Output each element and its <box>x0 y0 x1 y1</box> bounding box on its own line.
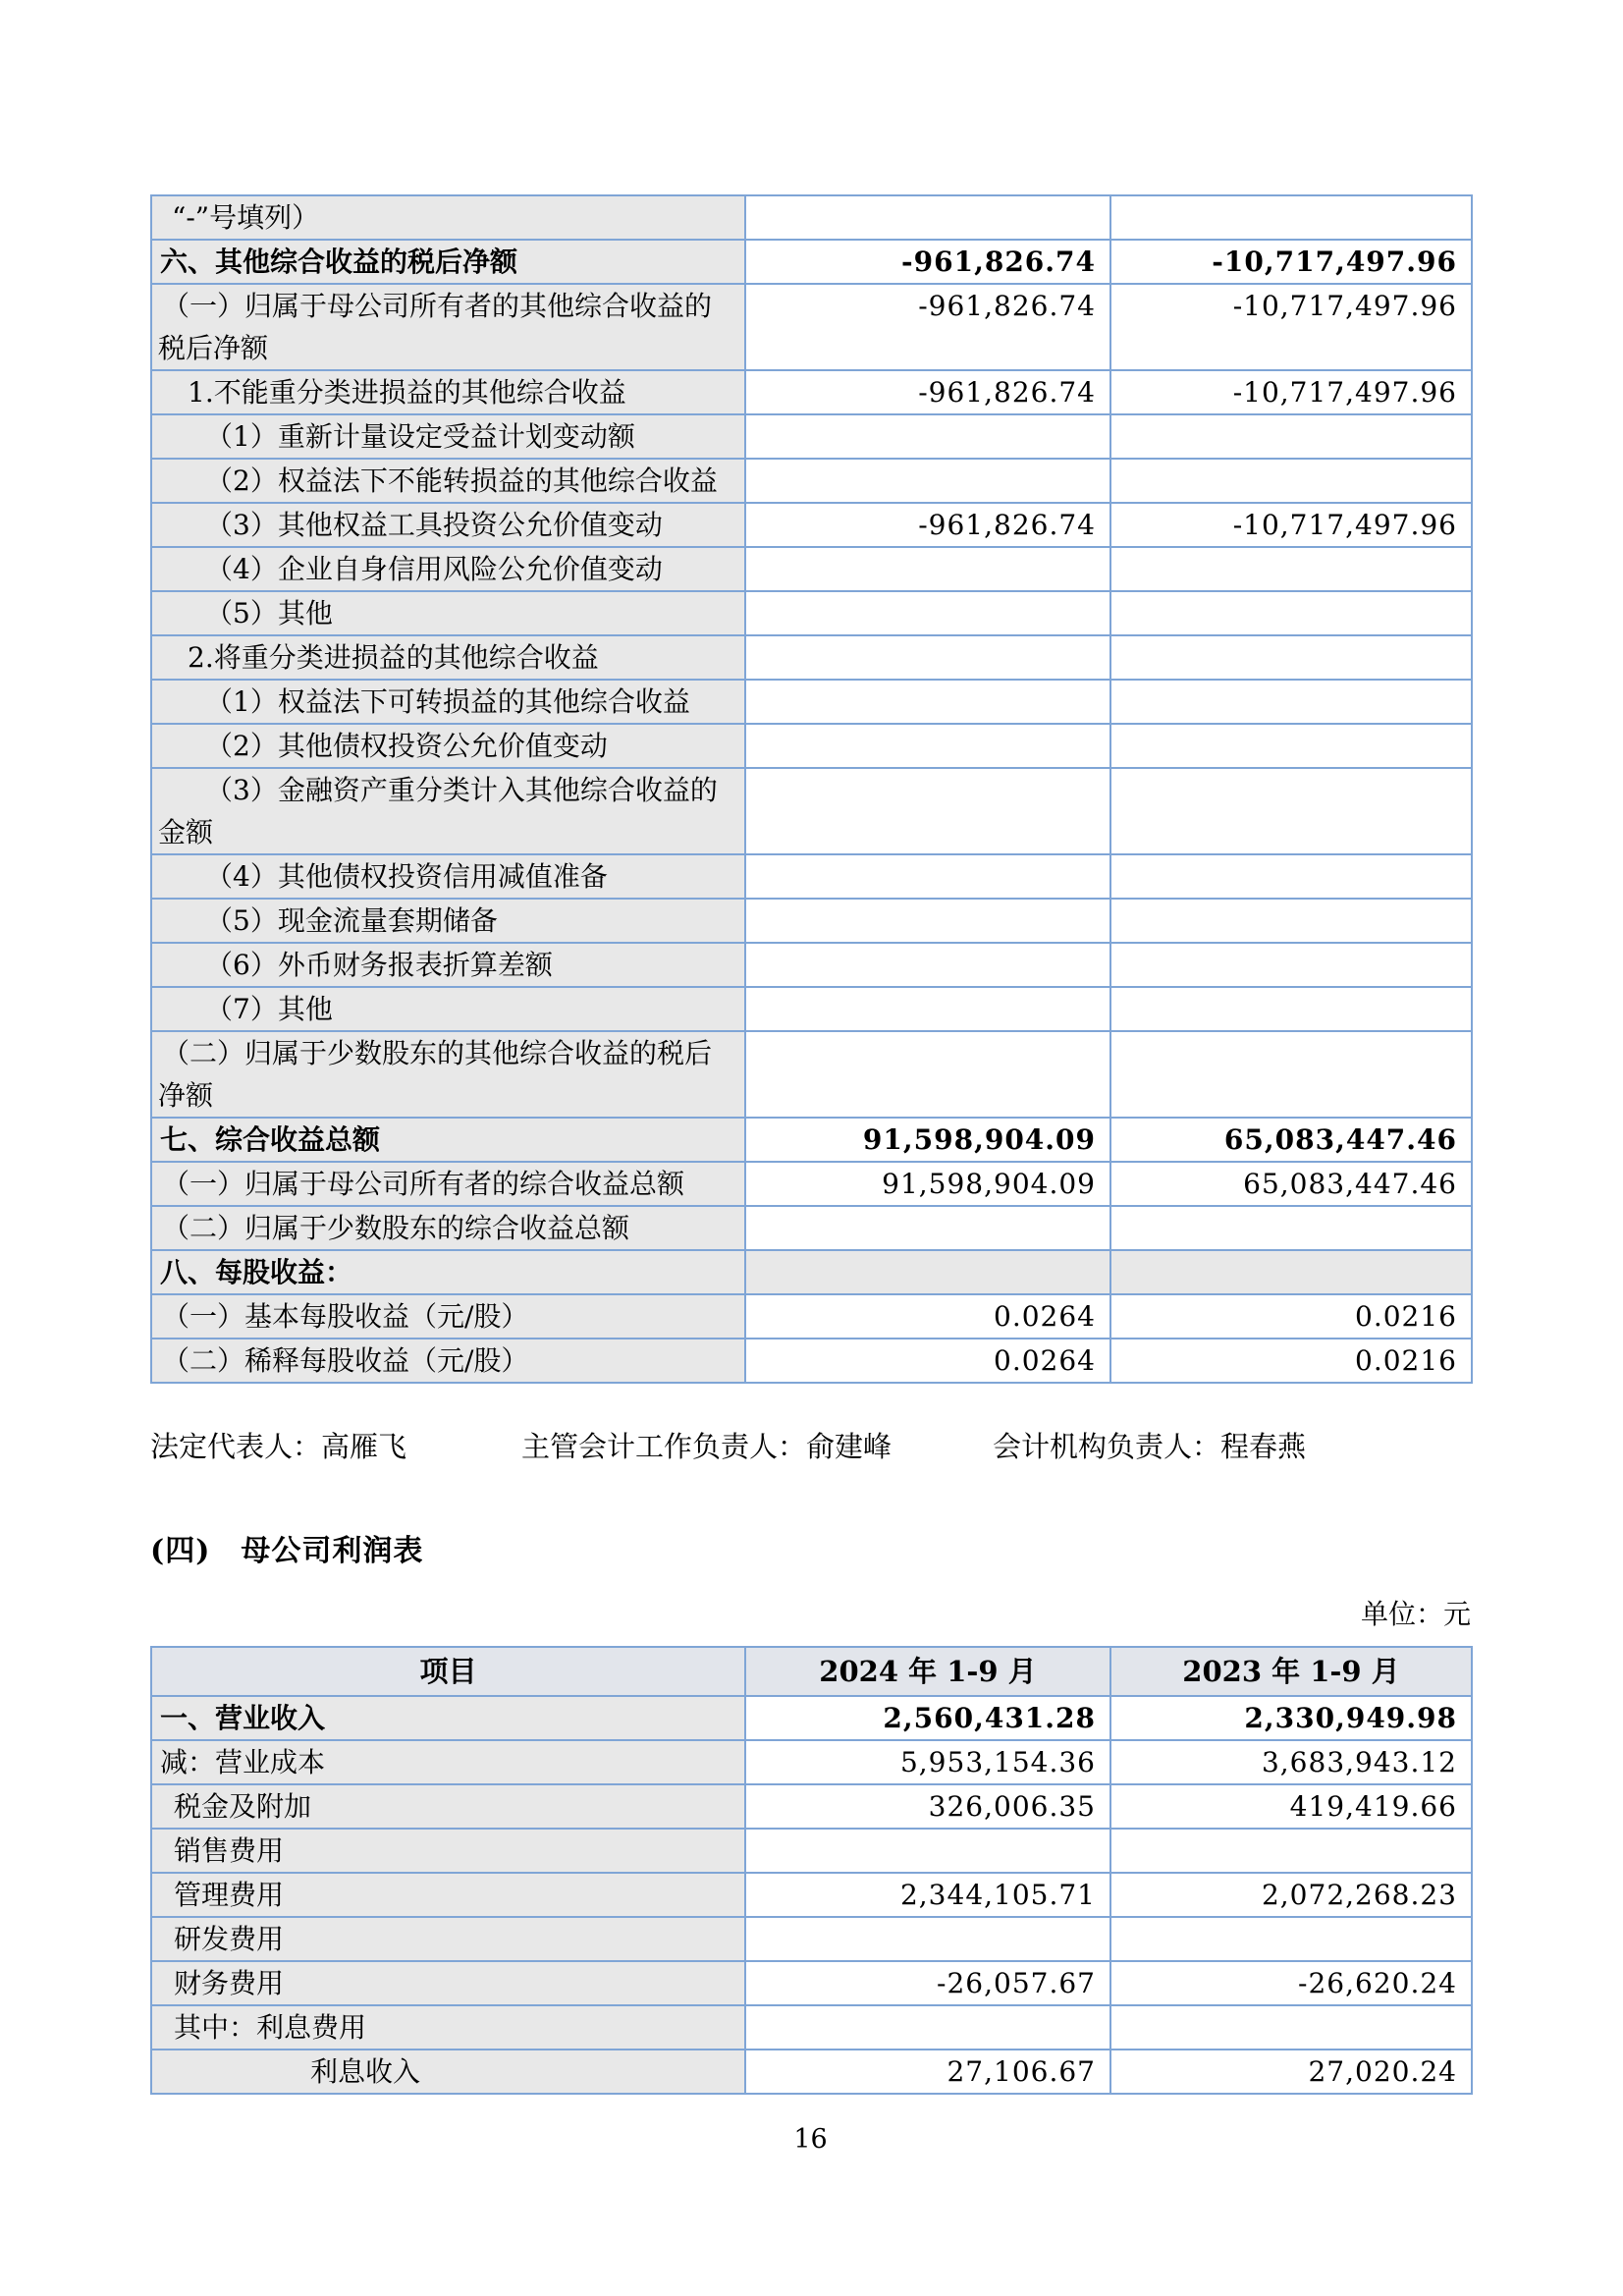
page-number: 16 <box>793 2124 828 2155</box>
table-row <box>151 943 1472 987</box>
table-row <box>151 768 1472 854</box>
value-current-period <box>745 899 1110 943</box>
value-current-period: -961,826.74 <box>745 240 1110 284</box>
table-row <box>151 1740 1472 1784</box>
value-current-period <box>745 2005 1110 2050</box>
value-prior-period: -10,717,497.96 <box>1110 284 1472 370</box>
value-prior-period: 0.0216 <box>1110 1339 1472 1383</box>
value-prior-period <box>1110 854 1472 899</box>
value-current-period: 0.0264 <box>745 1339 1110 1383</box>
value-prior-period <box>1110 547 1472 591</box>
value-prior-period <box>1110 2005 1472 2050</box>
row-label: （二）稀释每股收益（元/股） <box>151 1339 745 1383</box>
row-label: （2）权益法下不能转损益的其他综合收益 <box>151 459 745 503</box>
value-prior-period <box>1110 1031 1472 1118</box>
row-label: （1）权益法下可转损益的其他综合收益 <box>151 680 745 724</box>
value-prior-period: -10,717,497.96 <box>1110 240 1472 284</box>
row-label: 财务费用 <box>151 1961 745 2005</box>
header-row <box>151 1647 1472 1696</box>
row-label: “-”号填列） <box>151 195 745 240</box>
col-header-2023: 2023 年 1-9 月 <box>1110 1647 1472 1696</box>
row-label: 研发费用 <box>151 1917 745 1961</box>
value-prior-period <box>1110 635 1472 680</box>
row-label: （3）金融资产重分类计入其他综合收益的金额 <box>151 768 745 854</box>
row-label: 1.不能重分类进损益的其他综合收益 <box>151 370 745 414</box>
comprehensive-income-table <box>150 194 1473 1384</box>
accounting-department-head: 会计机构负责人：程春燕 <box>993 1430 1307 1463</box>
value-prior-period: -26,620.24 <box>1110 1961 1472 2005</box>
row-label: 六、其他综合收益的税后净额 <box>151 240 745 284</box>
value-prior-period <box>1110 591 1472 635</box>
value-prior-period: 27,020.24 <box>1110 2050 1472 2094</box>
value-prior-period: 65,083,447.46 <box>1110 1162 1472 1206</box>
value-current-period <box>745 768 1110 854</box>
table-row <box>151 724 1472 768</box>
table-row <box>151 1696 1472 1740</box>
table-row <box>151 1118 1472 1162</box>
value-current-period: 91,598,904.09 <box>745 1162 1110 1206</box>
table-row <box>151 987 1472 1031</box>
table-row <box>151 195 1472 240</box>
parent-income-table <box>150 1646 1473 2095</box>
table-row <box>151 1829 1472 1873</box>
value-current-period <box>745 943 1110 987</box>
signatories-line <box>150 1425 1471 1465</box>
col-header-item: 项目 <box>151 1647 745 1696</box>
value-prior-period <box>1110 414 1472 459</box>
table-row <box>151 680 1472 724</box>
value-current-period: 2,560,431.28 <box>745 1696 1110 1740</box>
value-current-period: -961,826.74 <box>745 284 1110 370</box>
value-current-period <box>745 1031 1110 1118</box>
value-current-period <box>745 724 1110 768</box>
value-prior-period: 0.0216 <box>1110 1294 1472 1339</box>
value-prior-period: 2,330,949.98 <box>1110 1696 1472 1740</box>
value-current-period: -961,826.74 <box>745 370 1110 414</box>
row-label: 税金及附加 <box>151 1784 745 1829</box>
table-row <box>151 854 1472 899</box>
table-row <box>151 635 1472 680</box>
value-current-period: 91,598,904.09 <box>745 1118 1110 1162</box>
value-prior-period: 3,683,943.12 <box>1110 1740 1472 1784</box>
value-prior-period: 65,083,447.46 <box>1110 1118 1472 1162</box>
table-row <box>151 1294 1472 1339</box>
table-row <box>151 459 1472 503</box>
table-row <box>151 284 1472 370</box>
row-label: （1）重新计量设定受益计划变动额 <box>151 414 745 459</box>
value-current-period <box>745 680 1110 724</box>
value-current-period <box>745 1206 1110 1250</box>
table-row <box>151 1250 1472 1294</box>
row-label: （7）其他 <box>151 987 745 1031</box>
table-row <box>151 1873 1472 1917</box>
row-label: （2）其他债权投资公允价值变动 <box>151 724 745 768</box>
table-row <box>151 1917 1472 1961</box>
chief-accounting-officer: 主管会计工作负责人：俞建峰 <box>521 1430 893 1463</box>
row-label: （3）其他权益工具投资公允价值变动 <box>151 503 745 547</box>
value-current-period <box>745 591 1110 635</box>
row-label: （6）外币财务报表折算差额 <box>151 943 745 987</box>
unit-label: 单位：元 <box>1360 1598 1471 1630</box>
row-label: （5）其他 <box>151 591 745 635</box>
value-current-period: 2,344,105.71 <box>745 1873 1110 1917</box>
legal-representative: 法定代表人：高雁飞 <box>150 1430 407 1463</box>
row-label: （二）归属于少数股东的综合收益总额 <box>151 1206 745 1250</box>
row-label: （二）归属于少数股东的其他综合收益的税后净额 <box>151 1031 745 1118</box>
value-current-period <box>745 854 1110 899</box>
value-current-period: -26,057.67 <box>745 1961 1110 2005</box>
row-label: 利息收入 <box>151 2050 745 2094</box>
table-row <box>151 414 1472 459</box>
value-current-period <box>745 1829 1110 1873</box>
value-prior-period <box>1110 768 1472 854</box>
table-row <box>151 547 1472 591</box>
value-prior-period: 2,072,268.23 <box>1110 1873 1472 1917</box>
value-current-period: -961,826.74 <box>745 503 1110 547</box>
row-label: 七、综合收益总额 <box>151 1118 745 1162</box>
row-label: 销售费用 <box>151 1829 745 1873</box>
row-label: （一）归属于母公司所有者的其他综合收益的税后净额 <box>151 284 745 370</box>
value-prior-period <box>1110 987 1472 1031</box>
value-current-period: 326,006.35 <box>745 1784 1110 1829</box>
value-current-period <box>745 547 1110 591</box>
table-row <box>151 1031 1472 1118</box>
value-current-period <box>745 1917 1110 1961</box>
value-prior-period <box>1110 943 1472 987</box>
value-prior-period <box>1110 899 1472 943</box>
value-prior-period <box>1110 1250 1472 1294</box>
row-label: （4）其他债权投资信用减值准备 <box>151 854 745 899</box>
row-label: 管理费用 <box>151 1873 745 1917</box>
row-label: 八、每股收益： <box>151 1250 745 1294</box>
value-prior-period: -10,717,497.96 <box>1110 370 1472 414</box>
row-label: （5）现金流量套期储备 <box>151 899 745 943</box>
value-current-period: 0.0264 <box>745 1294 1110 1339</box>
table-row <box>151 503 1472 547</box>
row-label: （一）基本每股收益（元/股） <box>151 1294 745 1339</box>
value-current-period: 27,106.67 <box>745 2050 1110 2094</box>
table-row <box>151 899 1472 943</box>
col-header-2024: 2024 年 1-9 月 <box>745 1647 1110 1696</box>
value-prior-period: 419,419.66 <box>1110 1784 1472 1829</box>
value-current-period <box>745 195 1110 240</box>
row-label: 一、营业收入 <box>151 1696 745 1740</box>
table-row <box>151 591 1472 635</box>
table-row <box>151 1339 1472 1383</box>
table-row <box>151 1162 1472 1206</box>
value-prior-period <box>1110 195 1472 240</box>
value-current-period: 5,953,154.36 <box>745 1740 1110 1784</box>
row-label: 减：营业成本 <box>151 1740 745 1784</box>
table-row <box>151 2005 1472 2050</box>
value-prior-period <box>1110 459 1472 503</box>
value-prior-period <box>1110 1206 1472 1250</box>
value-current-period <box>745 459 1110 503</box>
value-prior-period <box>1110 724 1472 768</box>
value-current-period <box>745 987 1110 1031</box>
table-row <box>151 1206 1472 1250</box>
table-row <box>151 240 1472 284</box>
value-prior-period <box>1110 680 1472 724</box>
table-row <box>151 1961 1472 2005</box>
table-row <box>151 370 1472 414</box>
table-row <box>151 1784 1472 1829</box>
row-label: （4）企业自身信用风险公允价值变动 <box>151 547 745 591</box>
value-current-period <box>745 414 1110 459</box>
table-row <box>151 2050 1472 2094</box>
value-current-period <box>745 635 1110 680</box>
row-label: 其中：利息费用 <box>151 2005 745 2050</box>
value-prior-period: -10,717,497.96 <box>1110 503 1472 547</box>
value-current-period <box>745 1250 1110 1294</box>
value-prior-period <box>1110 1917 1472 1961</box>
row-label: 2.将重分类进损益的其他综合收益 <box>151 635 745 680</box>
row-label: （一）归属于母公司所有者的综合收益总额 <box>151 1162 745 1206</box>
value-prior-period <box>1110 1829 1472 1873</box>
section-title: (四) 母公司利润表 <box>150 1534 424 1568</box>
